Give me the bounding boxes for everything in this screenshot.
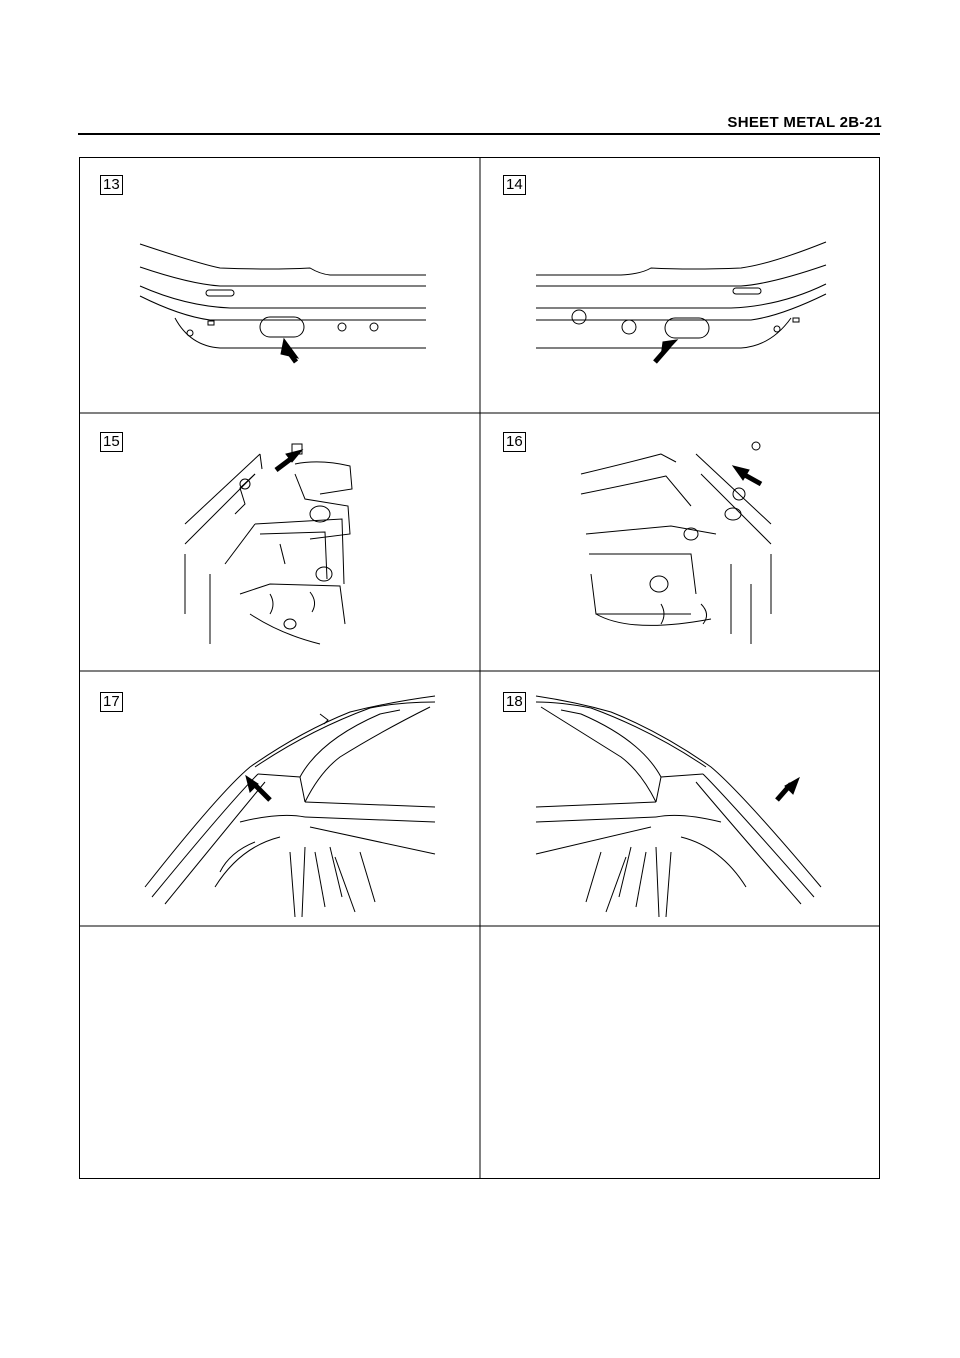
figure-number-18: 18 xyxy=(503,692,526,712)
roof-pillar-left-illustration xyxy=(481,672,881,927)
empty-figure-cell-right xyxy=(481,927,881,1180)
page-header-title: SHEET METAL 2B-21 xyxy=(727,114,882,131)
figure-number-17: 17 xyxy=(100,692,123,712)
figure-number-15: 15 xyxy=(100,432,123,452)
figure-17 xyxy=(80,672,481,927)
rocker-panel-left-illustration xyxy=(481,158,881,414)
figure-number-13: 13 xyxy=(100,175,123,195)
rocker-panel-right-illustration xyxy=(80,158,481,414)
inner-body-corner-left-illustration xyxy=(481,414,881,672)
inner-body-corner-right-illustration xyxy=(80,414,481,672)
roof-pillar-right-illustration xyxy=(80,672,481,927)
figure-grid xyxy=(79,157,880,1179)
figure-14 xyxy=(481,158,881,414)
figure-13 xyxy=(80,158,481,414)
header-rule xyxy=(78,133,880,135)
figure-18 xyxy=(481,672,881,927)
figure-16 xyxy=(481,414,881,672)
figure-number-16: 16 xyxy=(503,432,526,452)
figure-number-14: 14 xyxy=(503,175,526,195)
figure-15 xyxy=(80,414,481,672)
empty-figure-cell-left xyxy=(80,927,481,1180)
